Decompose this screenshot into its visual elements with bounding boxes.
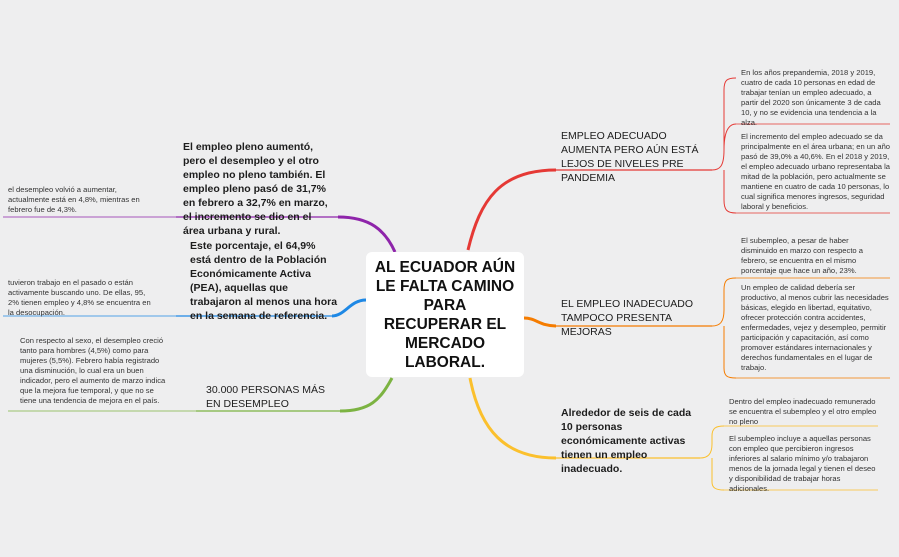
note-empleo-urbano[interactable]: El incremento del empleo adecuado se da principalmente en el área urbana; en un año pasó de 39,0% a 40,6%. En el 2018 y 2019, el empleo adecuado urbano representaba la mitad de la población, pero actualmente se mantiene en cuatro de cada 10 personas, lo cual significa menores ingresos, seguridad laboral y beneficios. <box>741 132 891 211</box>
branch-orange-main <box>524 318 556 326</box>
branch-red-main <box>468 170 556 250</box>
note-empleo-calidad[interactable]: Un empleo de calidad debería ser productivo, al menos cubrir las necesidades básicas, elegido en libertad, equitativo, ofrecer protección contra accidentes, enfermedades, vejez y desempleo, permitir participación y capacitación, así como promover estándares internacionales y derechos fundamentales en el lugar de trabajo. <box>741 283 889 372</box>
note-prepandemia[interactable]: En los años prepandemia, 2018 y 2019, cuatro de cada 10 personas en edad de trabajar tenían un empleo adecuado, a partir del 2020 son únicamente 3 de cada 10, y no se evidencia una tendencia a la alza. <box>741 68 881 127</box>
topic-seis-de-cada-diez[interactable]: Alrededor de seis de cada 10 personas económicamente activas tienen un empleo inadecuado. <box>561 407 692 475</box>
topic-empleo-adecuado[interactable]: EMPLEO ADECUADO AUMENTA PERO AÚN ESTÁ LEJOS DE NIVELES PRE PANDEMIA <box>561 130 699 184</box>
topic-pea-porcentaje[interactable]: Este porcentaje, el 64,9% está dentro de la Población Económicamente Activa (PEA), aquellas que trabajaron al menos una hora en la semana de referencia. <box>190 240 338 322</box>
note-subempleo-marzo[interactable]: El subempleo, a pesar de haber disminuido en marzo con respecto a febrero, se encuentra en el mismo porcentaje que hace un año, 23%. <box>741 236 863 275</box>
note-desocupacion[interactable]: tuvieron trabajo en el pasado o están activamente buscando uno. De ellas, 95, 2% tienen empleo y 4,8% se encuentra en la desocupación. <box>8 278 151 317</box>
note-subempleo-definicion[interactable]: El subempleo incluye a aquellas personas con empleo que percibieron ingresos inferiores al salario mínimo y/o trabajaron menos de la jornada legal y tienen el deseo y disponibilidad de trabajar horas adicionales. <box>729 434 876 493</box>
topic-empleo-inadecuado[interactable]: EL EMPLEO INADECUADO TAMPOCO PRESENTA MEJORAS <box>561 298 694 338</box>
central-topic[interactable]: AL ECUADOR AÚN LE FALTA CAMINO PARA RECUPERAR EL MERCADO LABORAL. <box>366 252 524 377</box>
branch-red-bracket <box>712 78 736 213</box>
branch-green-main <box>340 378 392 411</box>
branch-purple-main <box>338 217 395 252</box>
branch-yellow-bracket <box>700 426 724 490</box>
note-inadecuado-remunerado[interactable]: Dentro del empleo inadecuado remunerado se encuentra el subempleo y el otro empleo no pleno <box>729 397 877 426</box>
branch-orange-bracket <box>712 278 736 378</box>
note-desempleo-aumento[interactable]: el desempleo volvió a aumentar, actualmente está en 4,8%, mientras en febrero fue de 4,3%. <box>8 185 140 214</box>
topic-personas-desempleo[interactable]: 30.000 PERSONAS MÁS EN DESEMPLEO <box>206 384 326 410</box>
topic-empleo-pleno[interactable]: El empleo pleno aumentó, pero el desempleo y el otro empleo no pleno también. El empleo pleno pasó de 31,7% en febrero a 32,7% en marzo, el incremento se dio en el área urbana y rural. <box>183 141 328 237</box>
branch-yellow-main <box>470 378 556 458</box>
note-desempleo-sexo[interactable]: Con respecto al sexo, el desempleo creció tanto para hombres (4,5%) como para mujeres (5,5%). Febrero había registrado una disminución, lo cual era un buen indicador, pero el aumento de marzo indica que la mejora fue temporal, y que no se tiene una tendencia de mejora en el país. <box>20 336 166 405</box>
